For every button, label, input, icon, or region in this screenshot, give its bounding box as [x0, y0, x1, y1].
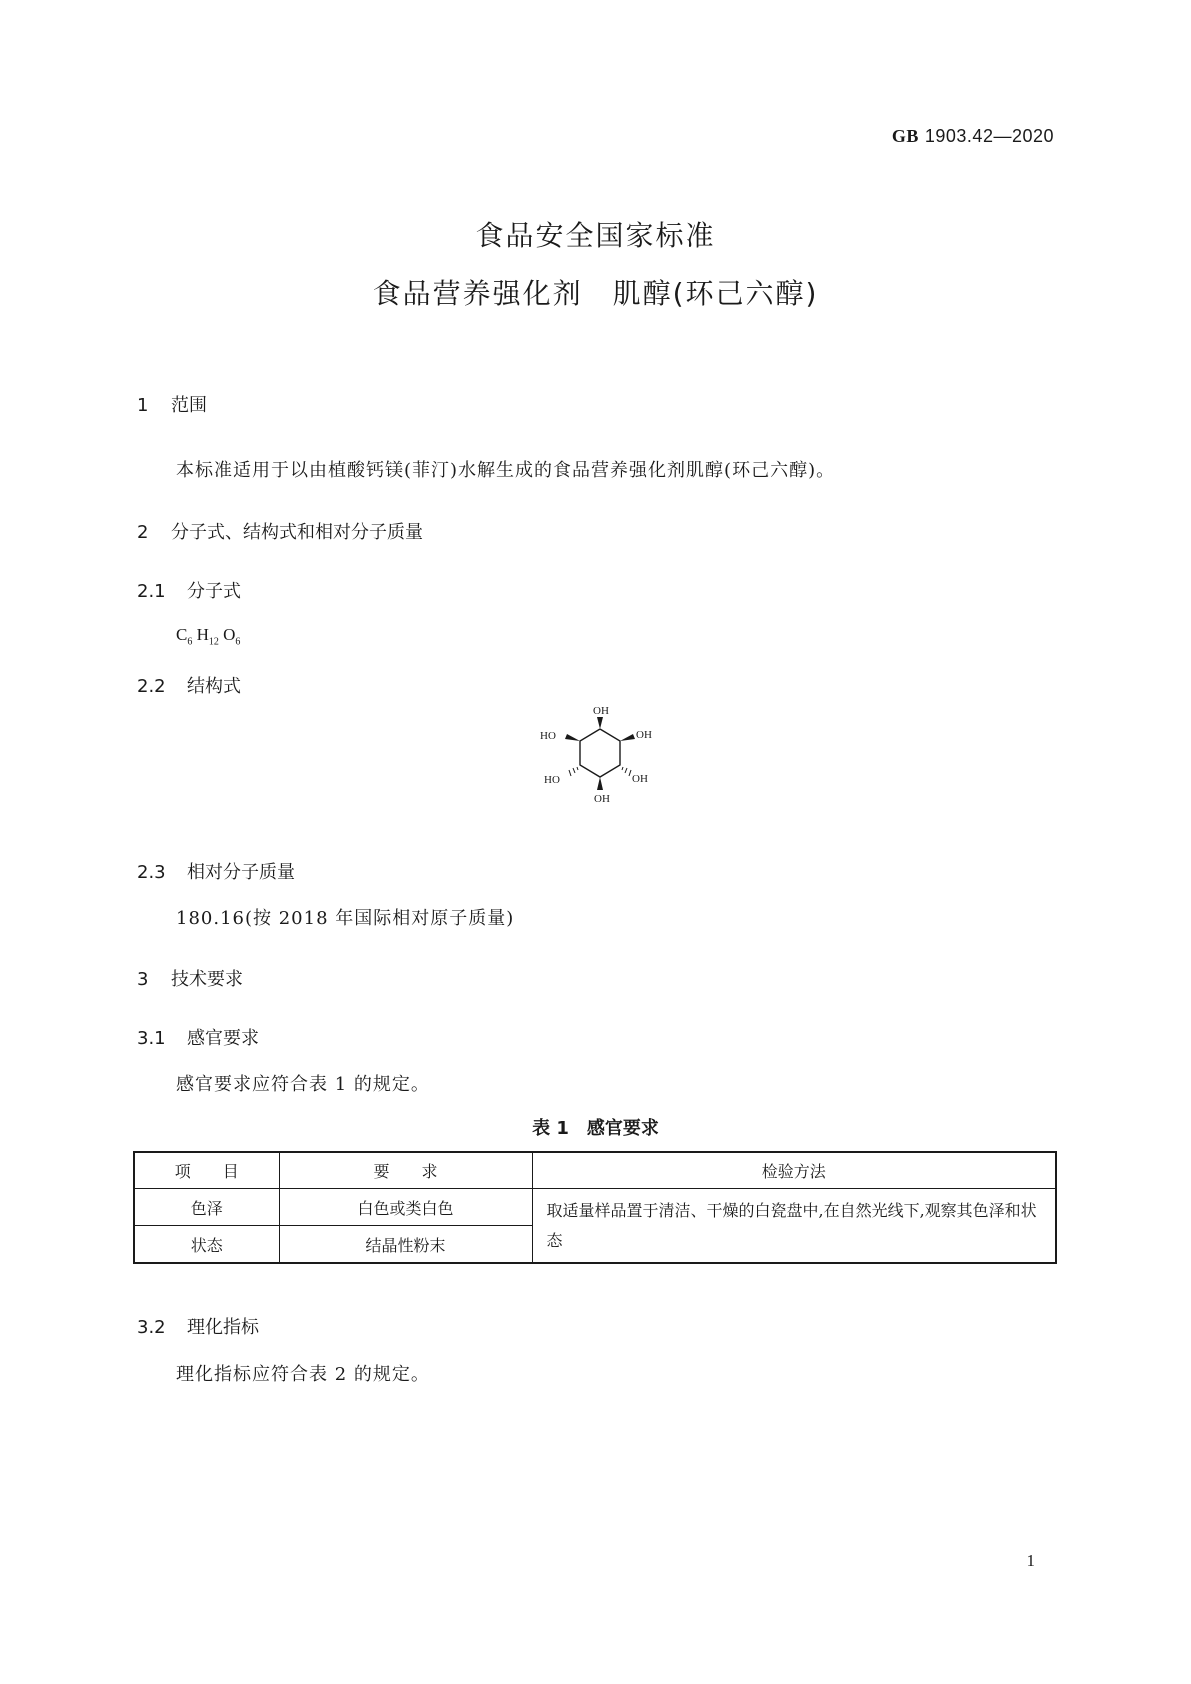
- table-cell-requirement: 结晶性粉末: [279, 1226, 532, 1264]
- bond-wedge-top: [597, 717, 603, 729]
- table-cell-item: 状态: [134, 1226, 279, 1264]
- label-ho-lower-left: HO: [544, 774, 560, 786]
- element-h: H: [196, 625, 209, 644]
- section-title: 感官要求: [187, 1028, 259, 1049]
- section-1-text: 本标准适用于以由植酸钙镁(菲汀)水解生成的食品营养强化剂肌醇(环己六醇)。: [176, 460, 836, 481]
- section-title: 技术要求: [171, 969, 243, 990]
- section-title: 范围: [171, 395, 207, 416]
- label-oh-bottom: OH: [594, 793, 610, 805]
- section-number: 3.1: [137, 1028, 166, 1049]
- section-2-2-heading: [137, 672, 241, 698]
- section-number: 2: [137, 522, 149, 543]
- structural-formula: [520, 704, 670, 834]
- standard-code: [892, 126, 1054, 147]
- bond-hash-lower-right: [622, 767, 631, 776]
- label-ho-upper-left: HO: [540, 730, 556, 742]
- section-2-3-text: 180.16(按 2018 年国际相对原子质量): [176, 908, 515, 929]
- section-3-heading: [137, 965, 243, 991]
- section-3-2-heading: [137, 1313, 259, 1339]
- table-header-item: 项 目: [134, 1152, 279, 1189]
- label-oh-upper-right: OH: [636, 729, 652, 741]
- standard-prefix: GB: [891, 126, 919, 146]
- molecular-formula: [176, 625, 240, 647]
- section-title: 分子式、结构式和相对分子质量: [171, 522, 423, 543]
- section-number: 1: [137, 395, 149, 416]
- section-number: 3.2: [137, 1317, 166, 1338]
- table-cell-requirement: 白色或类白色: [279, 1189, 532, 1226]
- element-o: O: [223, 625, 236, 644]
- bond-wedge-bottom: [597, 777, 603, 790]
- subscript-o: 6: [235, 636, 241, 648]
- standard-number: 1903.42—2020: [924, 126, 1054, 146]
- section-title: 相对分子质量: [187, 862, 295, 883]
- section-3-1-heading: [137, 1024, 259, 1050]
- section-title: 结构式: [187, 676, 241, 697]
- section-number: 2.1: [137, 581, 166, 602]
- section-number: 2.2: [137, 676, 166, 697]
- table-1-caption: 表 1 感官要求: [532, 1118, 659, 1139]
- document-title-line2: 食品营养强化剂 肌醇(环己六醇): [372, 277, 819, 310]
- table-header-method: 检验方法: [532, 1152, 1056, 1189]
- table-1: [133, 1151, 1057, 1264]
- subscript-h: 12: [208, 636, 219, 648]
- label-oh-lower-right: OH: [632, 773, 648, 785]
- label-oh-top: OH: [593, 705, 609, 717]
- document-title-line1: 食品安全国家标准: [475, 219, 716, 252]
- element-c: C: [176, 625, 188, 644]
- section-number: 3: [137, 969, 149, 990]
- section-number: 2.3: [137, 862, 166, 883]
- section-3-1-text: 感官要求应符合表 1 的规定。: [176, 1074, 430, 1095]
- table-cell-item: 色泽: [134, 1189, 279, 1226]
- table-cell-method: 取适量样品置于清洁、干燥的白瓷盘中,在自然光线下,观察其色泽和状态: [532, 1189, 1056, 1264]
- page-number: 1: [1026, 1551, 1035, 1570]
- bond-hash-lower-left: [569, 767, 578, 776]
- section-2-3-heading: [137, 858, 295, 884]
- bond-wedge-upper-left: [565, 734, 580, 741]
- section-title: 分子式: [187, 581, 241, 602]
- table-row: [134, 1189, 1056, 1226]
- cyclohexane-ring: [580, 729, 620, 777]
- bond-wedge-upper-right: [620, 734, 635, 741]
- subscript-c: 6: [187, 636, 193, 648]
- section-2-1-heading: [137, 577, 241, 603]
- section-title: 理化指标: [187, 1317, 259, 1338]
- section-1-heading: [137, 391, 207, 417]
- table-header-row: [134, 1152, 1056, 1189]
- section-2-heading: [137, 518, 423, 544]
- section-3-2-text: 理化指标应符合表 2 的规定。: [176, 1364, 430, 1385]
- table-header-requirement: 要 求: [279, 1152, 532, 1189]
